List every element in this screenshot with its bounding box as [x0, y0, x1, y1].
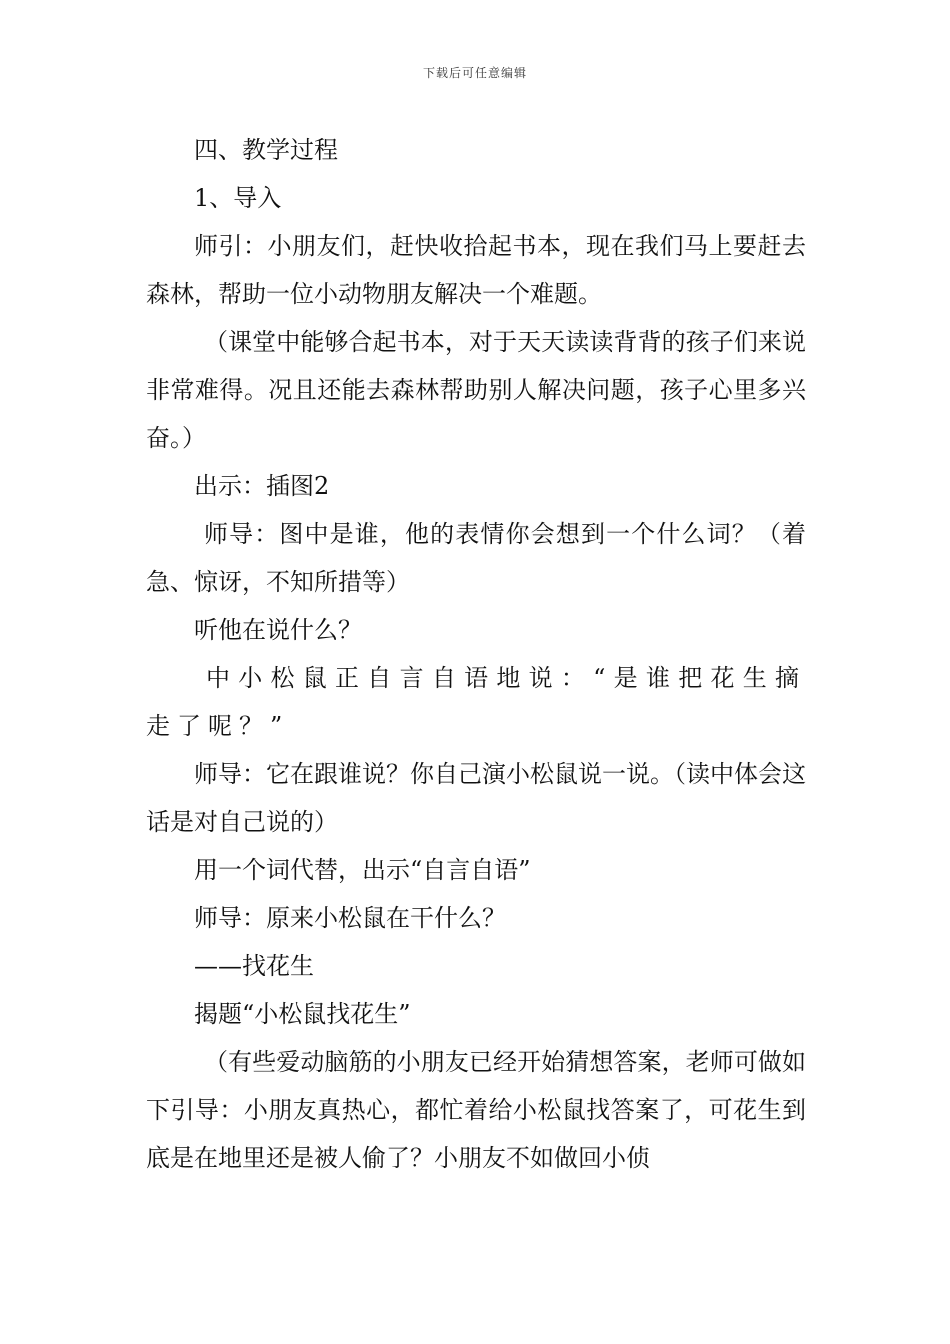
paragraph: 用一个词代替，出示“自言自语” — [194, 856, 531, 884]
paragraph: 听他在说什么？ — [194, 616, 362, 644]
paragraph: 师导：原来小松鼠在干什么？ — [194, 904, 506, 932]
section-heading: 四、教学过程 — [194, 136, 338, 164]
paragraph: （有些爱动脑筋的小朋友已经开始猜想答案，老师可做如下引导：小朋友真热心，都忙着给小松鼠找答案了，可花生到底是在地里还是被人偷了？小朋友不如做回小侦 — [146, 1048, 806, 1172]
document-body — [146, 126, 806, 1182]
paragraph: 师引：小朋友们，赶快收拾起书本，现在我们马上要赶去森林，帮助一位小动物朋友解决一个难题。 — [146, 232, 806, 308]
paragraph: 师导：图中是谁，他的表情你会想到一个什么词？（着急、惊讶，不知所措等） — [146, 520, 806, 596]
paragraph: 出示：插图2 — [194, 472, 330, 500]
paragraph: （课堂中能够合起书本，对于天天读读背背的孩子们来说非常难得。况且还能去森林帮助别人解决问题，孩子心里多兴奋。） — [146, 328, 806, 452]
paragraph: 揭题“小松鼠找花生” — [194, 1000, 411, 1028]
subsection-heading: 1、导入 — [194, 184, 282, 212]
paragraph: ——找花生 — [194, 952, 314, 980]
page-header: 下载后可任意编辑 — [422, 66, 527, 80]
paragraph: 师导：它在跟谁说？你自己演小松鼠说一说。（读中体会这话是对自己说的） — [146, 760, 806, 836]
paragraph: 中小松鼠正自言自语地说：“是谁把花生摘走了呢？” — [146, 664, 806, 740]
